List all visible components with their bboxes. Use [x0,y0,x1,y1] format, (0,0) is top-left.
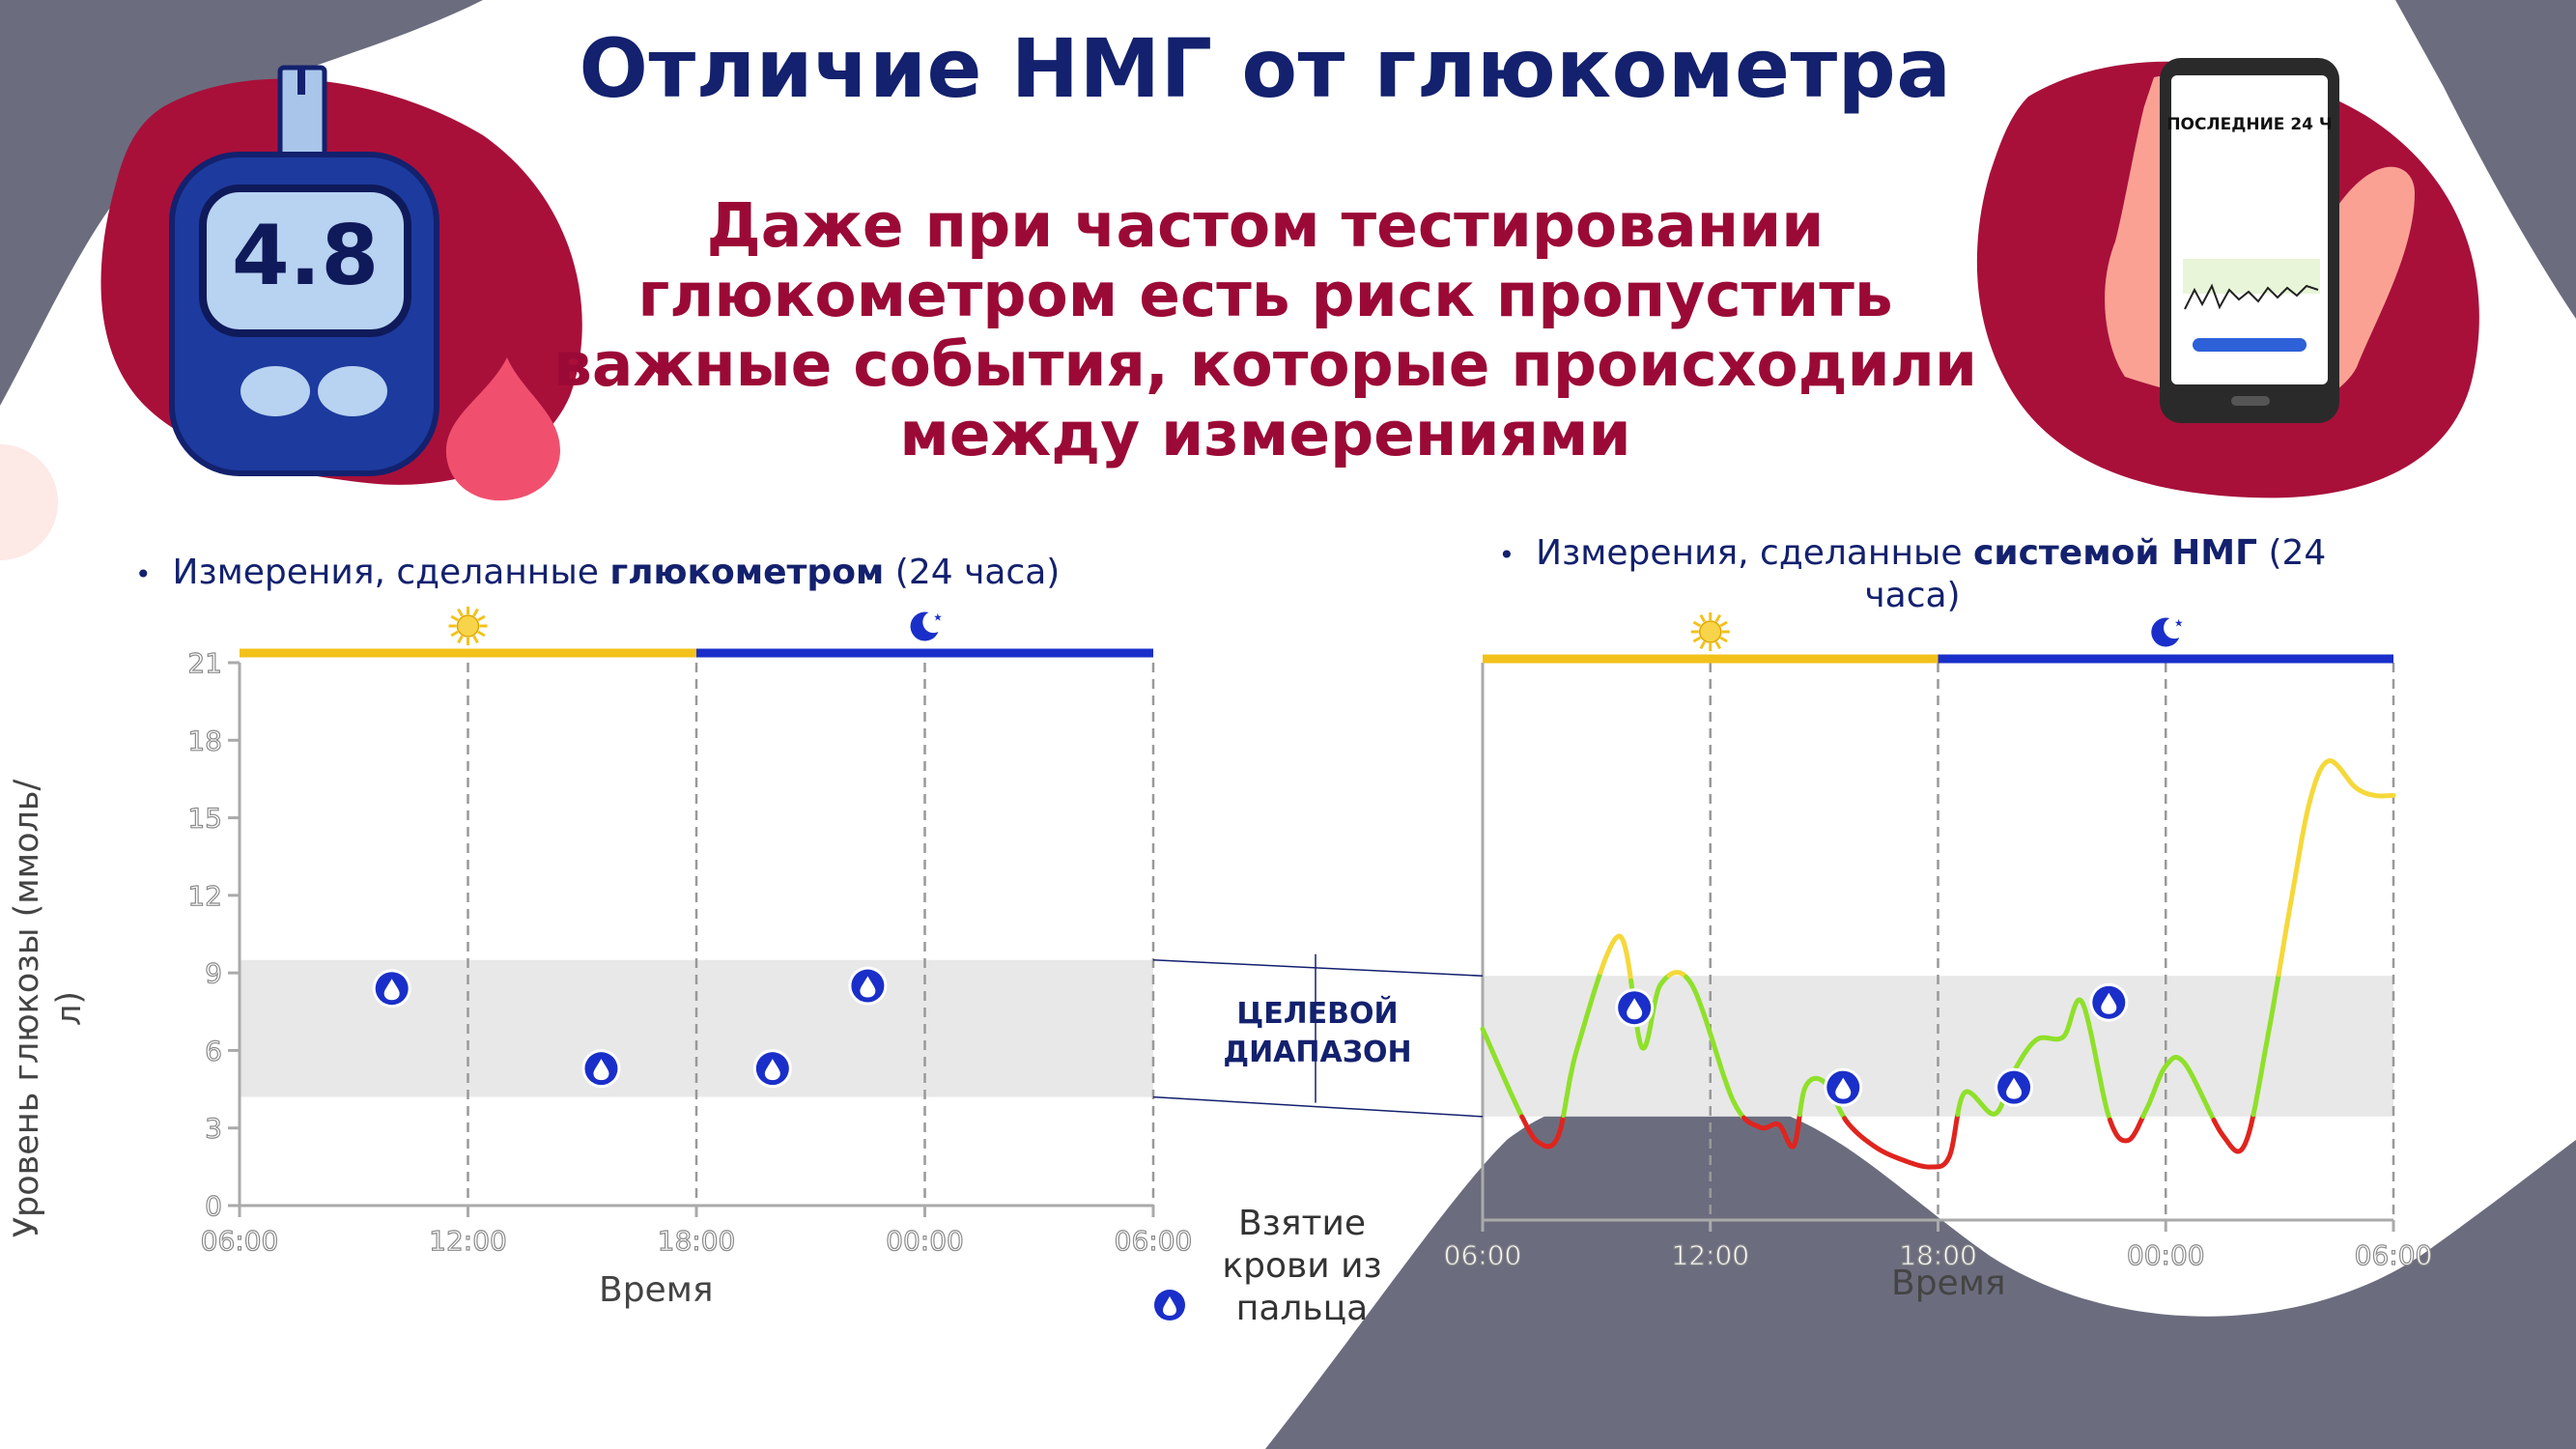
bullet-icon: • [135,558,152,590]
x-axis-label-right: Время [1891,1264,2006,1303]
page-title: Отличие НМГ от глюкометра [579,21,1952,116]
x-tick-label: 06:00 [200,1225,279,1257]
target-connector-bottom [1153,1097,1483,1117]
page-subtitle: Даже при частом тестировании глюкометром есть риск пропустить важные события, которые происходили между измерениями [553,190,1977,469]
legend-drop-icon [1152,1288,1187,1322]
cgm-fingerstick-reading [1995,1068,2033,1107]
x-tick-label: 12:00 [429,1225,507,1257]
x-tick-label: 18:00 [657,1225,736,1257]
left-chart-caption: • Измерения, сделанные глюкометром (24 часа) [135,553,1061,592]
y-tick-label: 18 [187,724,222,757]
sun-ray [1693,622,1700,626]
sun-ray [1716,641,1720,648]
target-connector-top [1153,960,1483,976]
sun-core [1700,621,1721,642]
sun-ray [1701,615,1705,622]
cgm-glucose-line [1845,1115,1958,1167]
cgm-fingerstick-reading [1615,988,1654,1027]
moon-star [2175,619,2183,627]
y-axis-label: Уровень глюкозы (ммоль/л) [8,779,89,1238]
cgm-glucose-line [2110,1117,2143,1141]
y-tick-label: 9 [205,957,222,990]
x-tick-label: 06:00 [2354,1239,2433,1271]
sun-ray [1693,638,1700,641]
cgm-fingerstick-reading [2089,983,2128,1022]
sun-icon [1691,612,1730,651]
sun-ray [1701,641,1705,648]
x-tick-label: 18:00 [1899,1239,1977,1271]
phone-screen-title: ПОСЛЕДНИЕ 24 Ч [2166,115,2333,134]
x-tick-label: 06:00 [1114,1225,1193,1257]
y-tick-label: 6 [205,1035,222,1067]
y-tick-label: 15 [187,802,222,835]
cgm-fingerstick-reading [1824,1068,1862,1107]
moon-icon [2151,617,2182,646]
y-tick-label: 12 [187,879,222,912]
y-tick-label: 3 [205,1112,222,1145]
cgm-glucose-line [1600,936,1631,980]
meter-display-value: 4.8 [231,208,380,304]
sun-ray [1720,622,1727,626]
x-tick-label: 12:00 [1671,1239,1750,1271]
sun-ray [1716,615,1720,622]
y-tick-label: 0 [205,1190,222,1222]
target-range-label: ЦЕЛЕВОЙ ДИАПАЗОН [1223,997,1412,1069]
cgm-glucose-line [2279,761,2393,975]
x-tick-label: 00:00 [2126,1239,2205,1271]
cgm-glucose-line [2214,1115,2253,1151]
bullet-icon: • [1498,539,1515,571]
sun-ray [1720,638,1727,641]
x-tick-label: 00:00 [886,1225,964,1257]
legend-label: Взятие крови из пальца [1222,1204,1382,1328]
right-chart-caption: • Измерения, сделанные системой НМГ (24 часа) [1498,533,2327,615]
x-tick-label: 06:00 [1443,1239,1522,1271]
y-tick-label: 21 [187,647,222,679]
moon-crescent [2151,617,2179,646]
cgm-glucose-line [1743,1115,1799,1147]
x-axis-label-left: Время [599,1270,714,1310]
cgm-glucose-line [1522,1116,1564,1147]
